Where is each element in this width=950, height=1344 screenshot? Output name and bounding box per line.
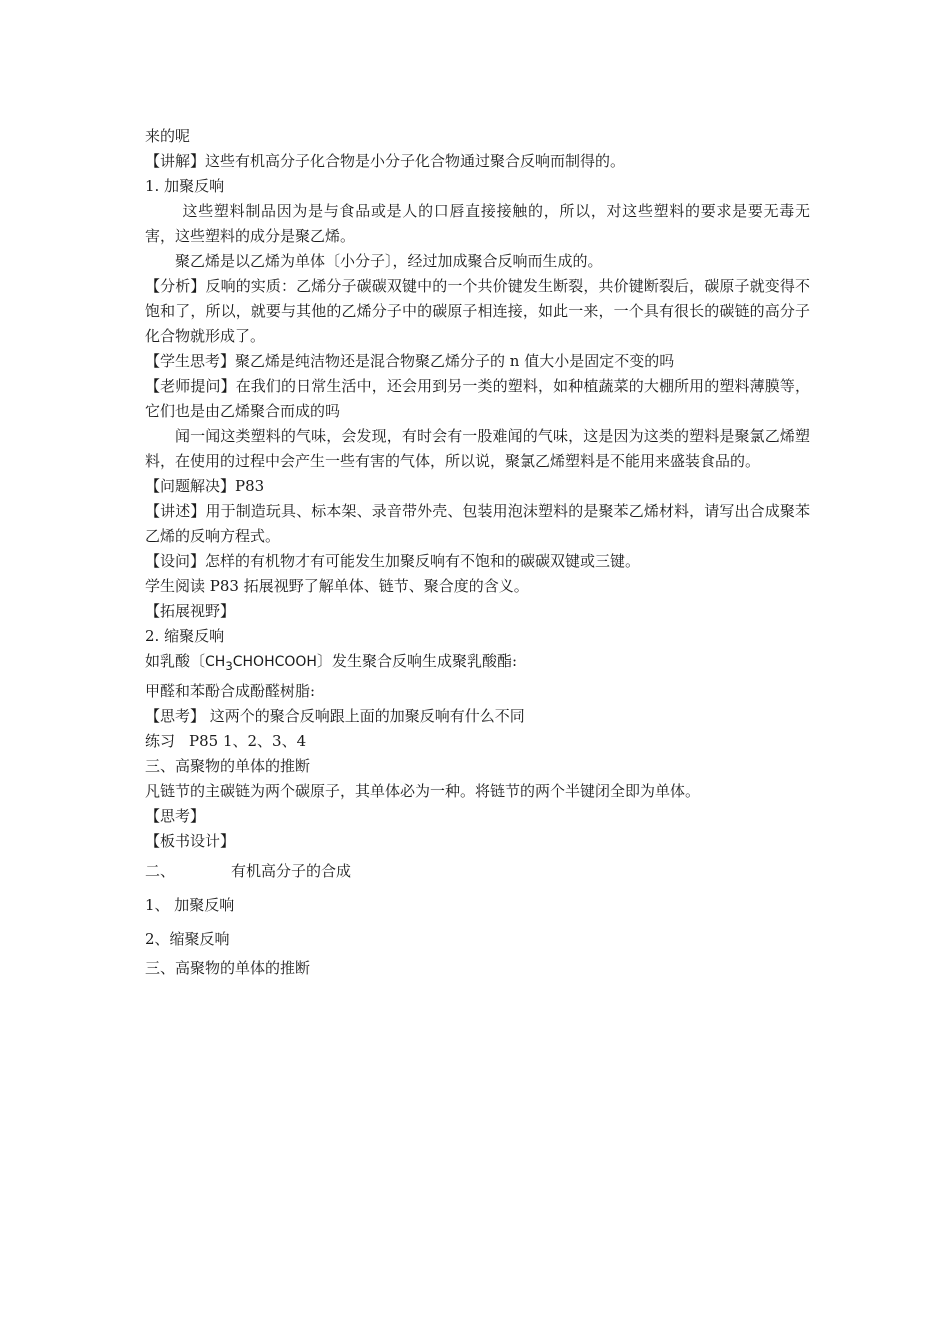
outline-text: 有机高分子的合成 [231, 861, 352, 880]
chemical-formula [205, 654, 317, 673]
paragraph: 【拓展视野】 [145, 602, 236, 620]
document-body [145, 124, 810, 981]
paragraph: 【思考】 [145, 806, 206, 825]
outline-number: 二、 [145, 861, 176, 880]
paragraph: 聚乙烯是以乙烯为单体〔小分子〕，经过加成聚合反响而生成的。 [175, 252, 603, 270]
paragraph: 闻一闻这类塑料的气味，会发现，有时会有一股难闻的气味，这是因为这类的塑料是聚氯乙烯塑料，在使用的过程中会产生一些有害的气体，所以说，聚氯乙烯塑料是不能用来盛装食品的。 [145, 427, 810, 470]
paragraph: 【设问】怎样的有机物才有可能发生加聚反响有不饱和的碳碳双键或三键。 [145, 552, 641, 570]
paragraph: 【老师提问】在我们的日常生活中，还会用到另一类的塑料，如种植蔬菜的大棚所用的塑料薄膜等，它们也是由乙烯聚合而成的吗 [145, 377, 810, 420]
paragraph: 甲醛和苯酚合成酚醛树脂: [145, 681, 316, 700]
formula-part: CH [205, 654, 226, 670]
paragraph: 【分析】反响的实质：乙烯分子碳碳双键中的一个共价键发生断裂，共价键断裂后，碳原子就变得不饱和了，所以，就要与其他的乙烯分子中的碳原子相连接，如此一来，一个具有很长的碳链的高分子化合物就形成了。 [145, 277, 810, 345]
outline-item: 1、 加聚反响 [145, 895, 235, 914]
paragraph: 凡链节的主碳链为两个碳原子，其单体必为一种。将链节的两个半键闭全即为单体。 [145, 781, 701, 800]
text-line: 【讲解】这些有机高分子化合物是小分子化合物通过聚合反响而制得的。 [145, 152, 626, 170]
text-fragment: 〕发生聚合反响生成聚乳酸酯: [316, 652, 518, 670]
paragraph [145, 729, 810, 754]
section-heading: 2. 缩聚反响 [145, 627, 225, 645]
outline-item: 2、缩聚反响 [145, 929, 230, 948]
text-line: 来的呢 [145, 127, 191, 145]
formula-part: CHOHCOOH [232, 654, 317, 670]
paragraph: 【学生思考】聚乙烯是纯洁物还是混合物聚乙烯分子的 n 值大小是固定不变的吗 [145, 352, 675, 370]
text-fragment: P85 1、2、3、4 [189, 731, 307, 750]
paragraph: 【思考】 这两个的聚合反响跟上面的加聚反响有什么不同 [145, 706, 525, 725]
paragraph [145, 649, 810, 679]
outline-item [145, 854, 810, 888]
formula-subscript: 3 [225, 658, 233, 673]
outline-item: 三、高聚物的单体的推断 [145, 958, 311, 977]
section-heading: 1. 加聚反响 [145, 177, 225, 195]
paragraph: 【问题解决】P83 [145, 477, 265, 495]
text-fragment: 练习 [145, 731, 176, 750]
text-fragment: 如乳酸〔 [145, 652, 206, 670]
section-heading: 三、高聚物的单体的推断 [145, 756, 311, 775]
paragraph: 学生阅读 P83 拓展视野了解单体、链节、聚合度的含义。 [145, 577, 529, 595]
paragraph: 这些塑料制品因为是与食品或是人的口唇直接接触的，所以，对这些塑料的要求是要无毒无害，这些塑料的成分是聚乙烯。 [145, 202, 810, 245]
paragraph: 【讲述】用于制造玩具、标本架、录音带外壳、包装用泡沫塑料的是聚苯乙烯材料，请写出合成聚苯乙烯的反响方程式。 [145, 502, 810, 545]
paragraph: 【板书设计】 [145, 831, 236, 850]
